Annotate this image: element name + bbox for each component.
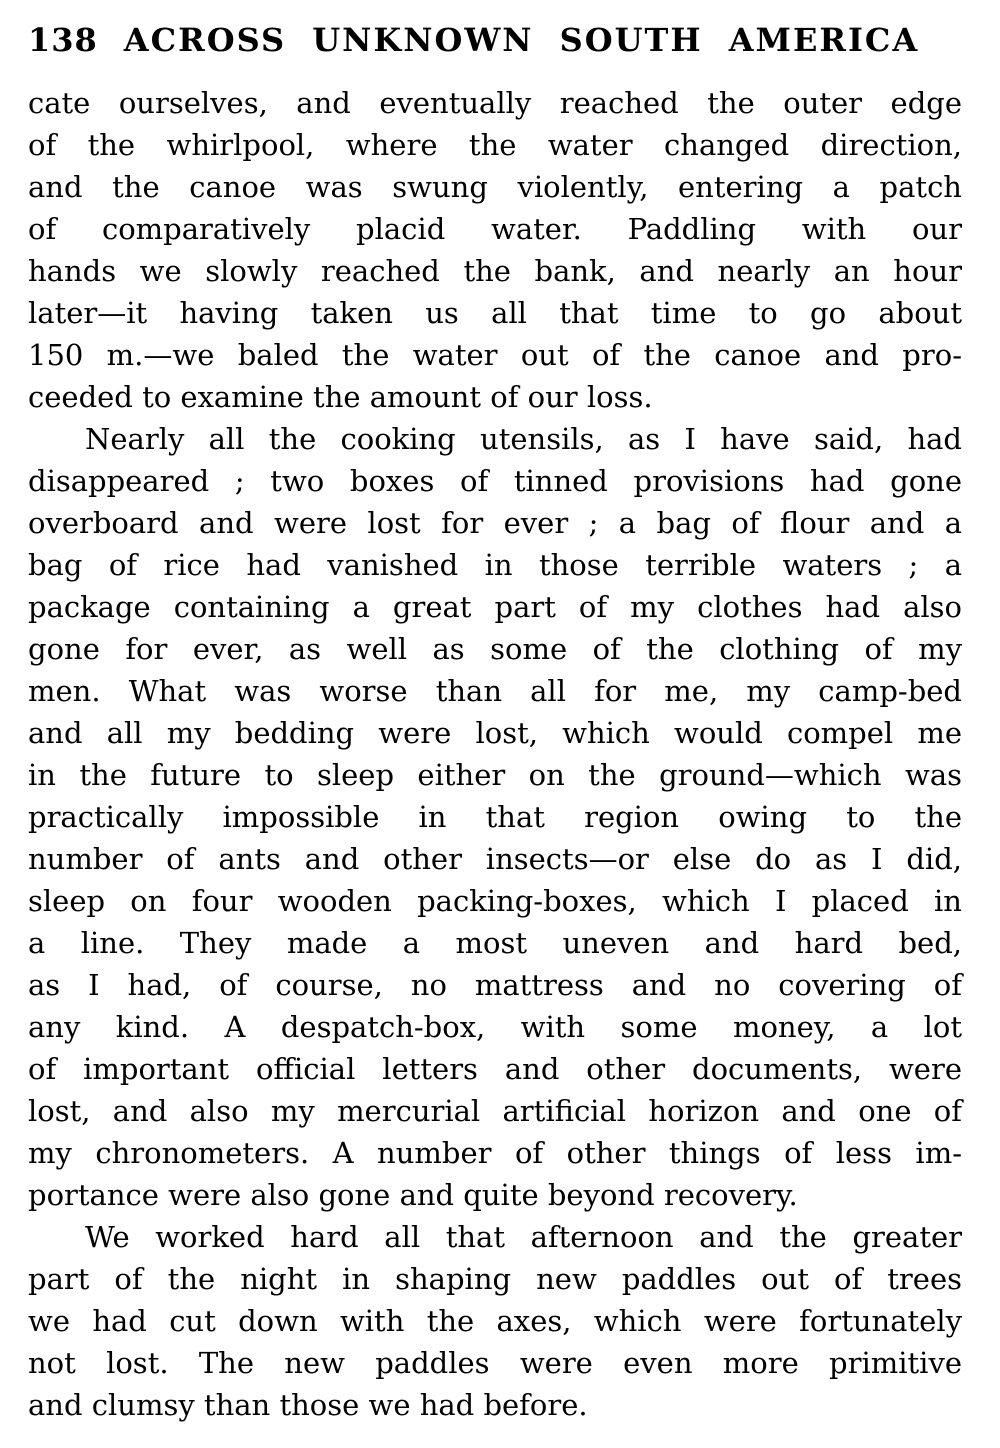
text-line: disappeared ; two boxes of tinned provisions had gone <box>28 464 962 498</box>
text-line: my chronometers. A number of other things of less im- <box>28 1136 962 1170</box>
text-line: any kind. A despatch-box, with some money, a lot <box>28 1010 962 1044</box>
text-line: overboard and were lost for ever ; a bag of flour and a <box>28 506 962 540</box>
text-line: We worked hard all that afternoon and the greater <box>85 1220 962 1254</box>
text-line: of the whirlpool, where the water changed direction, <box>28 128 962 162</box>
text-line: part of the night in shaping new paddles out of trees <box>28 1262 962 1296</box>
text-line: bag of rice had vanished in those terrible waters ; a <box>28 548 962 582</box>
page-number: 138 <box>28 21 98 59</box>
text-line: of important official letters and other documents, were <box>28 1052 962 1086</box>
text-line: Nearly all the cooking utensils, as I have said, had <box>85 422 962 456</box>
text-line: portance were also gone and quite beyond recovery. <box>28 1178 798 1212</box>
text-line: a line. They made a most uneven and hard bed, <box>28 926 962 960</box>
text-line: practically impossible in that region owing to the <box>28 800 962 834</box>
running-title: ACROSS UNKNOWN SOUTH AMERICA <box>123 21 920 59</box>
text-line: as I had, of course, no mattress and no covering of <box>28 968 962 1002</box>
running-header <box>28 20 962 60</box>
text-line: of comparatively placid water. Paddling with our <box>28 212 962 246</box>
text-line: in the future to sleep either on the ground—which was <box>28 758 962 792</box>
text-line: hands we slowly reached the bank, and nearly an hour <box>28 254 962 288</box>
text-line: 150 m.—we baled the water out of the canoe and pro- <box>28 338 962 372</box>
text-line: and clumsy than those we had before. <box>28 1388 588 1422</box>
page-body <box>28 82 962 1426</box>
text-line: gone for ever, as well as some of the clothing of my <box>28 632 962 666</box>
text-line: and all my bedding were lost, which would compel me <box>28 716 962 750</box>
text-line: later—it having taken us all that time to go about <box>28 296 962 330</box>
text-line: cate ourselves, and eventually reached the outer edge <box>28 86 962 120</box>
text-line: package containing a great part of my clothes had also <box>28 590 962 624</box>
text-line: and the canoe was swung violently, entering a patch <box>28 170 962 204</box>
text-line: sleep on four wooden packing-boxes, which I placed in <box>28 884 962 918</box>
text-line: ceeded to examine the amount of our loss. <box>28 380 653 414</box>
text-line: number of ants and other insects—or else do as I did, <box>28 842 962 876</box>
text-line: lost, and also my mercurial artificial horizon and one of <box>28 1094 962 1128</box>
text-line: we had cut down with the axes, which were fortunately <box>28 1304 962 1338</box>
text-line: not lost. The new paddles were even more primitive <box>28 1346 962 1380</box>
text-line: men. What was worse than all for me, my camp-bed <box>28 674 962 708</box>
